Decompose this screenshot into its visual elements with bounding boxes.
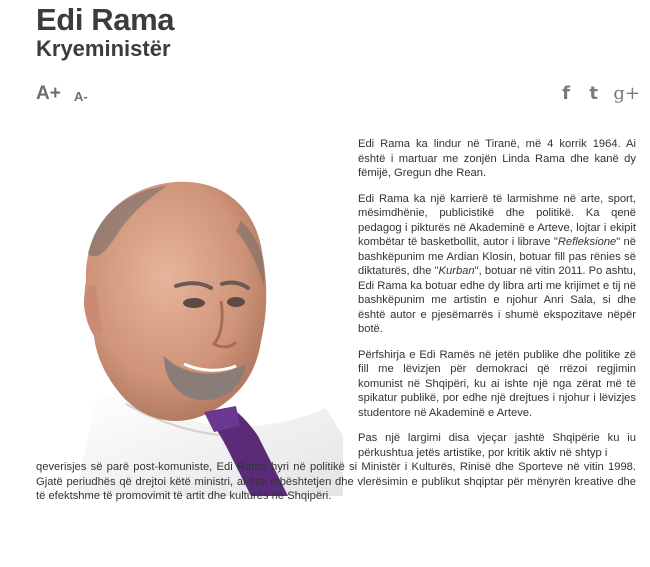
bio-paragraph (358, 192, 636, 337)
bio-text: qeverisjes së parë post-komuniste, Edi Rama hyri në politikë si Ministër i Kulturës, Rinisë dhe Sporteve në vitin 1998. Gjatë periudhës që drejtoi këtë ministri, ai fitoi mbështetjen dhe vlerësimin e publikut shqiptar për mënyrën kreative dhe të efektshme të promovimit të artit dhe kulturës në Shqipëri. (36, 461, 636, 502)
bio-text: ", botuar në vitin 2011. Po ashtu, Edi Rama ka botuar edhe dy libra arti me krijimet e tij në bashkëpunim me artistin e njohur Anri Sala, si dhe është autor e pjesëmarrës i shumë ekspozitave nëpër botë. (358, 265, 636, 335)
book-title: Refleksione (557, 236, 617, 248)
bio-paragraph: Përfshirja e Edi Ramës në jetën publike dhe politike zë fill me lëvizjen për demokraci që rrëzoi regjimin komunist në Shqipëri, ku ai ishte një nga zërat më të spikatur publikë, por edhe një drejtues i njohur i lëvizjes studentore në Akademinë e Arteve. (358, 348, 636, 419)
bio-text: " në bashkëpunim me Ardian Klosin, botuar fill pas rënies së diktaturës, dhe " (358, 236, 637, 277)
book-title: Kurban (438, 265, 475, 277)
bio-paragraph: Edi Rama ka lindur në Tiranë, më 4 korrik 1964. Ai është i martuar me zonjën Linda Rama dhe kanë dy fëmijë, Gregun dhe Rean. (358, 138, 636, 179)
font-decrease-button[interactable]: A- (74, 89, 88, 104)
page-subtitle: Kryeministër (36, 36, 171, 61)
page-title: Edi Rama (36, 2, 175, 37)
article-toolbar (36, 84, 640, 106)
facebook-icon[interactable]: f (562, 83, 570, 104)
google-plus-icon[interactable]: g+ (613, 83, 640, 104)
bio-text: Edi Rama ka një karrierë të larmishme në arte, sport, mësimdhënie, publicistikë dhe politikë. Ka qenë pedagog i pikturës në Akademinë e Arteve, lojtar i ekipit kombëtar të basketbollit, autor i librave " (358, 192, 636, 248)
bio-text: Pas një largimi disa vjeçar jashtë Shqipërie ku iu përkushtua jetës artistike, por kritik aktiv në shtyp i (358, 432, 636, 459)
biography (36, 137, 636, 515)
font-increase-button[interactable]: A+ (36, 83, 61, 104)
bio-paragraph (36, 431, 636, 504)
twitter-icon[interactable]: t (589, 83, 598, 104)
